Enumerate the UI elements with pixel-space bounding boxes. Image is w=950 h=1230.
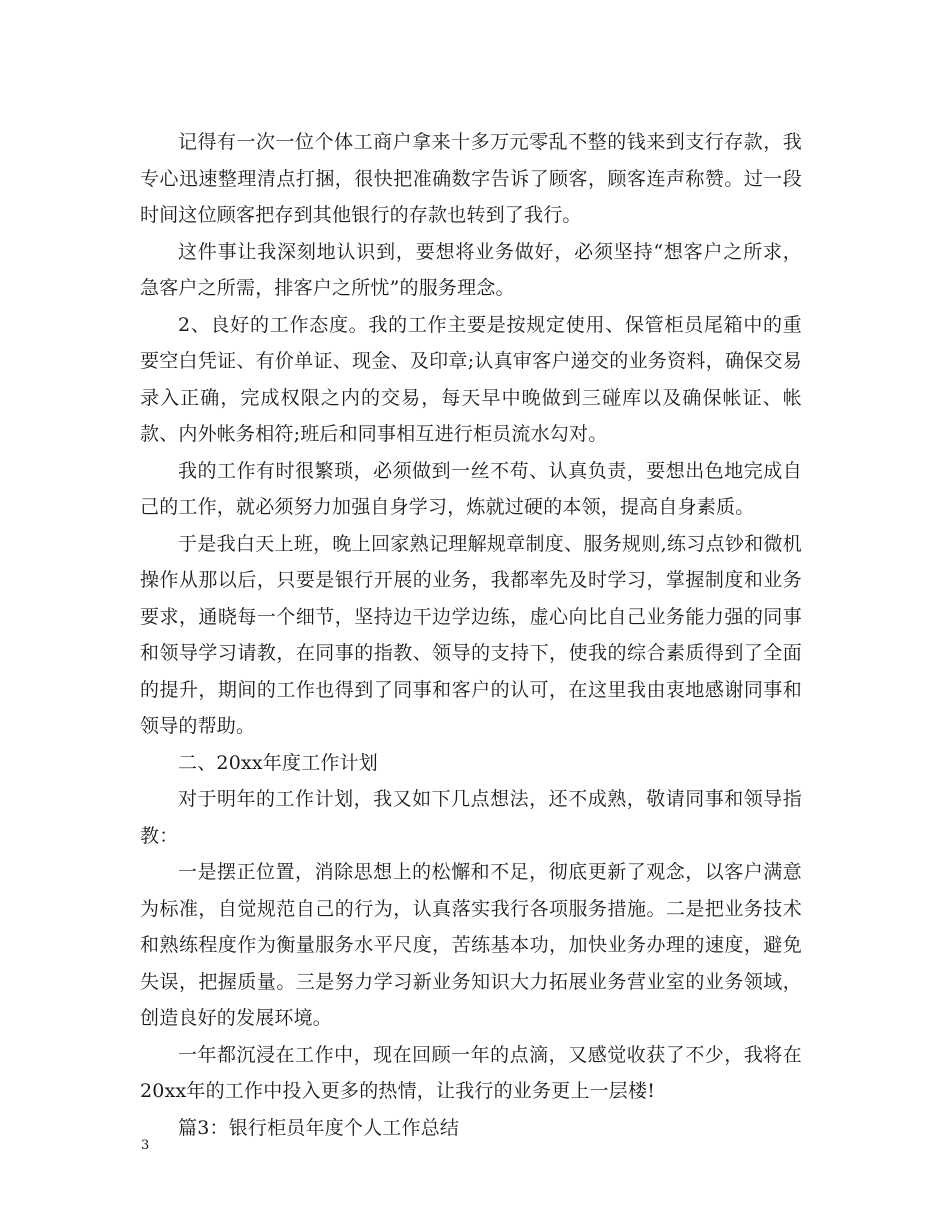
paragraph-work-attitude: 2、良好的工作态度。我的工作主要是按规定使用、保管柜员尾箱中的重要空白凭证、有价单证、现金、及印章;认真审客户递交的业务资料，确保交易录入正确，完成权限之内的交易，每天早中晚做到三碰库以及确保帐证、帐款、内外帐务相符;班后和同事相互进行柜员流水勾对。: [140, 313, 802, 445]
page-number: 3: [141, 1138, 150, 1153]
paragraph-service-concept: 这件事让我深刻地认识到，要想将业务做好，必须坚持“想客户之所求，急客户之所需，排客户之所忧”的服务理念。: [140, 240, 802, 299]
paragraph-conclusion: 一年都沉浸在工作中，现在回顾一年的点滴，又感觉收获了不少，我将在20xx年的工作中投入更多的热情，让我行的业务更上一层楼!: [140, 1043, 802, 1102]
document-body: [140, 124, 802, 1146]
paragraph-self-study: 于是我白天上班，晚上回家熟记理解规章制度、服务规则,练习点钞和微机操作从那以后，只要是银行开展的业务，我都率先及时学习，掌握制度和业务要求，通晓每一个细节，坚持边干边学边练，虚心向比自己业务能力强的同事和领导学习请教，在同事的指教、领导的支持下，使我的综合素质得到了全面的提升，期间的工作也得到了同事和客户的认可，在这里我由衷地感谢同事和领导的帮助。: [140, 532, 802, 737]
paragraph-plan-items: 一是摆正位置，消除思想上的松懈和不足，彻底更新了观念，以客户满意为标准，自觉规范自己的行为，认真落实我行各项服务措施。二是把业务技术和熟练程度作为衡量服务水平尺度，苦练基本功，加快业务办理的速度，避免失误，把握质量。三是努力学习新业务知识大力拓展业务营业室的业务领域，创造良好的发展环境。: [140, 861, 802, 1029]
paragraph-plan-intro: 对于明年的工作计划，我又如下几点想法，还不成熟，敬请同事和领导指教：: [140, 788, 802, 847]
paragraph-customer-story: 记得有一次一位个体工商户拿来十多万元零乱不整的钱来到支行存款，我专心迅速整理清点打捆，很快把准确数字告诉了顾客，顾客连声称赞。过一段时间这位顾客把存到其他银行的存款也转到了我行。: [140, 131, 802, 226]
paragraph-diligence: 我的工作有时很繁琐，必须做到一丝不苟、认真负责，要想出色地完成自己的工作，就必须努力加强自身学习，炼就过硬的本领，提高自身素质。: [140, 459, 802, 518]
section-heading-work-plan: 二、20xx年度工作计划: [178, 751, 379, 774]
section-heading-next-article: 篇3：银行柜员年度个人工作总结: [178, 1116, 460, 1139]
